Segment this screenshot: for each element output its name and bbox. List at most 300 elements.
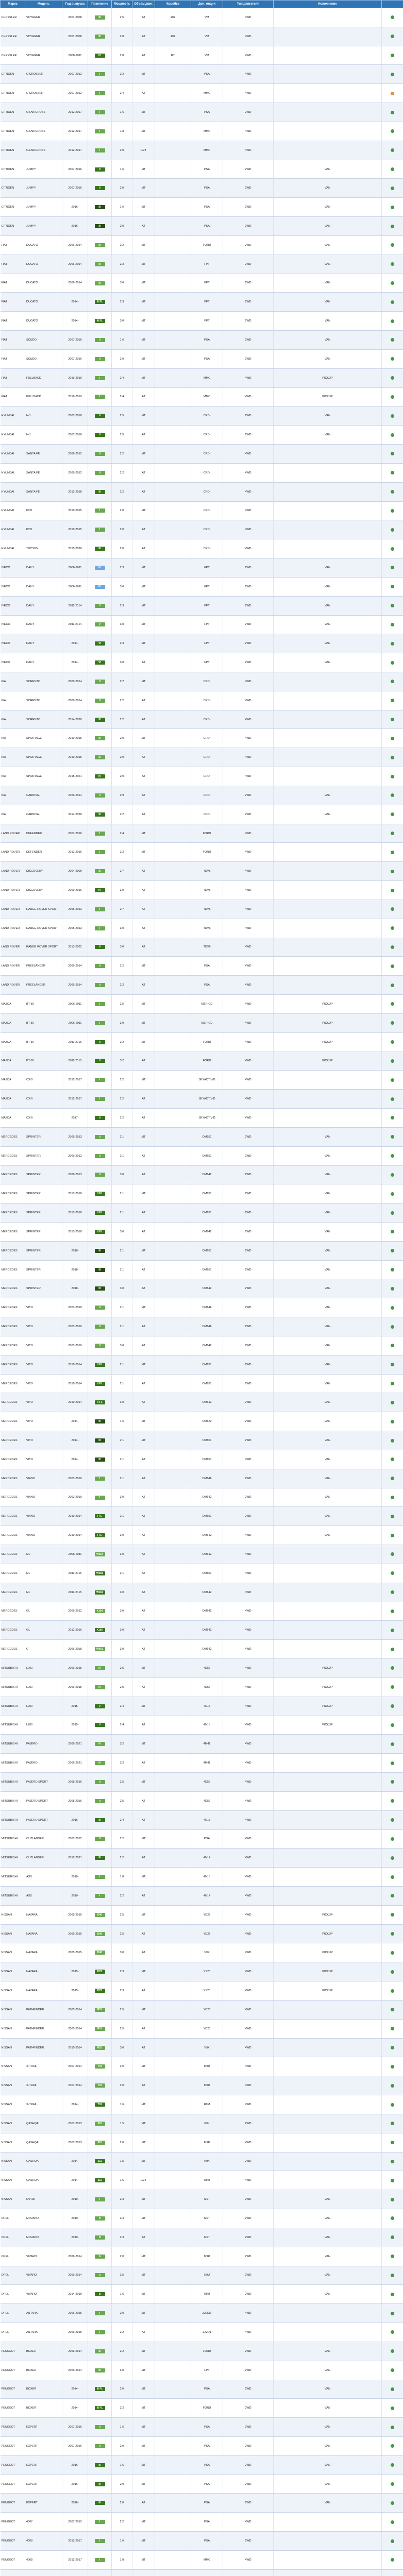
table-row[interactable] <box>1 1829 403 1849</box>
cell-engine: 2WD <box>223 406 274 426</box>
cell-options: FORD <box>191 824 223 843</box>
cell-year: 2005-2011 <box>62 1545 88 1564</box>
cell-options: Z20DM <box>191 2304 223 2323</box>
cell-gen <box>88 312 112 331</box>
cell-options: M9T <box>191 2190 223 2209</box>
cell-model: H-1 <box>25 406 62 426</box>
cell-model: SPRINTER <box>25 1165 62 1184</box>
table-row[interactable] <box>1 2190 403 2209</box>
cell-model: SPRINTER <box>25 1260 62 1279</box>
cell-model: CARNIVAL <box>25 805 62 824</box>
cell-year: 2007-2016 <box>62 824 88 843</box>
cell-year: 2012-2017 <box>62 1071 88 1090</box>
cell-power: 2.1 <box>112 1146 132 1165</box>
table-row[interactable] <box>1 122 403 141</box>
status-dot-icon <box>391 92 394 95</box>
cell-engine: 2WD <box>223 1279 274 1298</box>
cell-model: L200 <box>25 1659 62 1678</box>
table-row[interactable] <box>1 938 403 957</box>
table-row[interactable] <box>1 900 403 919</box>
cell-year: 2005-2015 <box>62 1905 88 1924</box>
table-row[interactable] <box>1 84 403 103</box>
cell-engine: 4WD <box>223 2513 274 2532</box>
cell-gearbox: RG <box>155 8 191 27</box>
cell-gen <box>88 2475 112 2494</box>
table-row[interactable] <box>1 1564 403 1583</box>
cell-power: 3.0 <box>112 1943 132 1962</box>
table-row[interactable] <box>1 1469 403 1488</box>
cell-year: 2016-2019 <box>62 368 88 387</box>
status-dot-icon <box>391 1021 394 1025</box>
cell-status <box>382 2209 403 2228</box>
table-row[interactable] <box>1 1583 403 1602</box>
table-row[interactable] <box>1 1374 403 1393</box>
table-row[interactable] <box>1 1393 403 1412</box>
table-row[interactable] <box>1 141 403 160</box>
table-row[interactable] <box>1 1279 403 1298</box>
cell-brand: HYUNDAI <box>1 482 25 501</box>
table-row[interactable] <box>1 1716 403 1735</box>
table-row[interactable] <box>1 2171 403 2190</box>
cell-gearbox <box>155 862 191 881</box>
cell-gen <box>88 1791 112 1810</box>
cell-engine: 2WD <box>223 1488 274 1507</box>
table-row[interactable] <box>1 1052 403 1071</box>
cell-power: 2.2 <box>112 843 132 862</box>
generation-badge: I <box>95 72 105 76</box>
cell-year: 2006-2011 <box>62 558 88 578</box>
cell-year: 2014- <box>62 293 88 312</box>
table-row[interactable] <box>1 65 403 84</box>
table-row[interactable] <box>1 27 403 46</box>
status-dot-icon <box>391 718 394 721</box>
table-row[interactable] <box>1 8 403 27</box>
table-row[interactable] <box>1 2399 403 2418</box>
table-row[interactable] <box>1 2285 403 2304</box>
table-row[interactable] <box>1 312 403 331</box>
cell-gen <box>88 900 112 919</box>
cell-gen <box>88 46 112 65</box>
cell-year: 2008-2016 <box>62 1791 88 1810</box>
table-row[interactable] <box>1 1602 403 1621</box>
table-row[interactable] <box>1 2494 403 2513</box>
cell-year: 2006-2014 <box>62 2247 88 2266</box>
table-row[interactable] <box>1 1223 403 1242</box>
cell-body <box>274 2171 382 2190</box>
table-row[interactable] <box>1 691 403 710</box>
table-row[interactable] <box>1 1260 403 1279</box>
table-row[interactable] <box>1 2380 403 2399</box>
cell-power: 2.5 <box>112 1924 132 1943</box>
table-row[interactable] <box>1 2532 403 2551</box>
column-header-volume[interactable]: Объём двиг. <box>132 1 155 8</box>
cell-engine: 4WD <box>223 1810 274 1829</box>
table-row[interactable] <box>1 1241 403 1260</box>
status-dot-icon <box>391 433 394 437</box>
cell-body: PICKUP <box>274 1032 382 1052</box>
cell-year: 2011-2014 <box>62 596 88 615</box>
table-row[interactable] <box>1 2209 403 2228</box>
table-row[interactable] <box>1 786 403 805</box>
table-row[interactable] <box>1 2455 403 2475</box>
table-row[interactable] <box>1 2095 403 2114</box>
cell-brand: CITROEN <box>1 122 25 141</box>
cell-body <box>274 1829 382 1849</box>
table-row[interactable] <box>1 957 403 976</box>
table-row[interactable] <box>1 1146 403 1165</box>
cell-model: SPORTAGE <box>25 748 62 767</box>
cell-body: VAN <box>274 2475 382 2494</box>
table-row[interactable] <box>1 2228 403 2247</box>
generation-badge: I <box>95 907 105 911</box>
cell-gearbox <box>155 1109 191 1128</box>
table-row[interactable] <box>1 577 403 596</box>
cell-gen <box>88 843 112 862</box>
table-row[interactable] <box>1 2133 403 2152</box>
cell-options: FPT <box>191 274 223 293</box>
table-row[interactable] <box>1 1905 403 1924</box>
table-row[interactable] <box>1 1697 403 1716</box>
table-row[interactable] <box>1 2152 403 2171</box>
table-row[interactable] <box>1 1962 403 1981</box>
table-row[interactable] <box>1 558 403 578</box>
table-row[interactable] <box>1 2323 403 2342</box>
cell-model: VITO <box>25 1374 62 1393</box>
table-row[interactable] <box>1 1791 403 1810</box>
cell-year: 2014-2019 <box>62 2285 88 2304</box>
table-row[interactable] <box>1 2569 403 2576</box>
column-header-model[interactable]: Модель <box>25 1 62 8</box>
table-row[interactable] <box>1 2000 403 2019</box>
table-row[interactable] <box>1 2437 403 2456</box>
table-row[interactable] <box>1 1071 403 1090</box>
table-row[interactable] <box>1 217 403 236</box>
table-row[interactable] <box>1 2513 403 2532</box>
status-dot-icon <box>391 984 394 987</box>
table-row[interactable] <box>1 445 403 464</box>
cell-model: DEFENDER <box>25 843 62 862</box>
table-row[interactable] <box>1 2247 403 2266</box>
table-row[interactable] <box>1 1981 403 2001</box>
generation-badge: IV <box>95 1761 105 1765</box>
table-row[interactable] <box>1 748 403 767</box>
cell-volume: MT <box>132 577 155 596</box>
table-row[interactable] <box>1 387 403 406</box>
table-row[interactable] <box>1 1317 403 1336</box>
cell-model: DAILY <box>25 596 62 615</box>
table-row[interactable] <box>1 1659 403 1678</box>
cell-year: 2003-2010 <box>62 1336 88 1355</box>
cell-gen <box>88 2550 112 2569</box>
cell-volume: MT <box>132 615 155 634</box>
cell-brand: IVECO <box>1 615 25 634</box>
table-row[interactable] <box>1 2019 403 2038</box>
cell-volume: MT <box>132 2418 155 2437</box>
table-row[interactable] <box>1 1165 403 1184</box>
table-row[interactable] <box>1 995 403 1014</box>
table-row[interactable] <box>1 1412 403 1431</box>
cell-year: 2013-2018 <box>62 1223 88 1242</box>
table-row[interactable] <box>1 255 403 274</box>
table-row[interactable] <box>1 501 403 520</box>
cell-year: 2016- <box>62 217 88 236</box>
cell-volume: MT <box>132 1697 155 1716</box>
table-row[interactable] <box>1 881 403 900</box>
generation-badge: A <box>95 2273 105 2277</box>
table-row[interactable] <box>1 46 403 65</box>
cell-volume: MT <box>132 1659 155 1678</box>
table-row[interactable] <box>1 805 403 824</box>
cell-gen <box>88 957 112 976</box>
table-row[interactable] <box>1 274 403 293</box>
table-row[interactable] <box>1 615 403 634</box>
cell-power: 1.8 <box>112 2550 132 2569</box>
cell-status <box>382 748 403 767</box>
cell-brand: PEUGEOT <box>1 2418 25 2437</box>
generation-badge: I <box>95 1021 105 1025</box>
cell-options: PSA <box>191 217 223 236</box>
table-row[interactable] <box>1 1109 403 1128</box>
table-row[interactable] <box>1 1032 403 1052</box>
cell-model: EXPERT <box>25 2437 62 2456</box>
table-row[interactable] <box>1 1526 403 1545</box>
table-row[interactable] <box>1 2475 403 2494</box>
cell-status <box>382 1241 403 1260</box>
cell-status <box>382 1336 403 1355</box>
cell-power: 1.8 <box>112 122 132 141</box>
cell-body: VAN <box>274 1431 382 1450</box>
table-row[interactable] <box>1 2038 403 2057</box>
column-header-gearbox[interactable]: Коробка <box>155 1 191 8</box>
cell-brand: MITSUBISHI <box>1 1773 25 1792</box>
table-row[interactable] <box>1 1450 403 1469</box>
cell-body: PICKUP <box>274 368 382 387</box>
cell-options: M9T <box>191 2228 223 2247</box>
cell-engine: 4WD <box>223 141 274 160</box>
table-row[interactable] <box>1 1507 403 1526</box>
cell-volume: MT <box>132 2285 155 2304</box>
table-row[interactable] <box>1 729 403 748</box>
cell-body: VAN <box>274 2494 382 2513</box>
table-row[interactable] <box>1 1298 403 1317</box>
column-header-power[interactable]: Мощность <box>112 1 132 8</box>
table-row[interactable] <box>1 1184 403 1204</box>
table-row[interactable] <box>1 862 403 881</box>
status-dot-icon <box>391 2312 394 2315</box>
table-row[interactable] <box>1 596 403 615</box>
cell-body <box>274 2133 382 2152</box>
table-row[interactable] <box>1 331 403 350</box>
cell-engine: 2WD <box>223 1469 274 1488</box>
table-row[interactable] <box>1 1924 403 1943</box>
table-row[interactable] <box>1 843 403 862</box>
cell-gen <box>88 2304 112 2323</box>
table-row[interactable] <box>1 406 403 426</box>
cell-power: 2.1 <box>112 1507 132 1526</box>
table-row[interactable] <box>1 426 403 445</box>
table-row[interactable] <box>1 1090 403 1109</box>
table-row[interactable] <box>1 1013 403 1032</box>
cell-gearbox <box>155 710 191 729</box>
table-row[interactable] <box>1 2057 403 2076</box>
cell-engine: 4WD <box>223 387 274 406</box>
table-row[interactable] <box>1 976 403 995</box>
cell-model: DAILY <box>25 615 62 634</box>
table-row[interactable] <box>1 1773 403 1792</box>
table-row[interactable] <box>1 1849 403 1868</box>
cell-body <box>274 919 382 938</box>
table-row[interactable] <box>1 103 403 122</box>
cell-body: PICKUP <box>274 1677 382 1697</box>
cell-engine: 4WD <box>223 1640 274 1659</box>
cell-brand: NISSAN <box>1 1981 25 2001</box>
cell-body <box>274 141 382 160</box>
cell-gearbox <box>155 482 191 501</box>
table-row[interactable] <box>1 1127 403 1146</box>
cell-volume: MT <box>132 2532 155 2551</box>
table-row[interactable] <box>1 1677 403 1697</box>
table-row[interactable] <box>1 919 403 938</box>
table-row[interactable] <box>1 2304 403 2323</box>
table-row[interactable] <box>1 634 403 653</box>
cell-model: 4007 <box>25 2513 62 2532</box>
table-row[interactable] <box>1 1355 403 1374</box>
table-row[interactable] <box>1 2342 403 2361</box>
table-row[interactable] <box>1 767 403 786</box>
column-header-body[interactable]: Исполнение <box>274 1 382 8</box>
cell-engine: 2WD <box>223 1127 274 1146</box>
cell-options <box>191 2569 223 2576</box>
table-row[interactable] <box>1 1754 403 1773</box>
cell-gearbox <box>155 919 191 938</box>
cell-model: NAVARA <box>25 1962 62 1981</box>
table-row[interactable] <box>1 1640 403 1659</box>
table-row[interactable] <box>1 1810 403 1829</box>
cell-gen <box>88 235 112 255</box>
table-row[interactable] <box>1 1735 403 1754</box>
table-row[interactable] <box>1 2266 403 2285</box>
table-row[interactable] <box>1 160 403 179</box>
cell-year: 2009-2016 <box>62 881 88 900</box>
table-row[interactable] <box>1 824 403 843</box>
cell-status <box>382 2133 403 2152</box>
table-row[interactable] <box>1 463 403 482</box>
column-header-generation[interactable]: Поколение <box>88 1 112 8</box>
cell-brand: NISSAN <box>1 2171 25 2190</box>
column-header-engine[interactable]: Тип двигателя <box>223 1 274 8</box>
table-row[interactable] <box>1 1336 403 1355</box>
column-header-year[interactable]: Год выпуска <box>62 1 88 8</box>
cell-brand: MERCEDES <box>1 1602 25 1621</box>
cell-year: 2010-2015 <box>62 520 88 539</box>
table-row[interactable] <box>1 2550 403 2569</box>
column-header-options[interactable]: Доп. опции <box>191 1 223 8</box>
cell-volume: AT <box>132 2228 155 2247</box>
cell-power: 2.0 <box>112 349 132 368</box>
cell-status <box>382 2475 403 2494</box>
table-row[interactable] <box>1 710 403 729</box>
cell-year: 2006-2018 <box>62 1640 88 1659</box>
cell-status <box>382 217 403 236</box>
table-row[interactable] <box>1 179 403 198</box>
table-row[interactable] <box>1 349 403 368</box>
cell-power: 1.6 <box>112 2285 132 2304</box>
cell-options: MMC <box>191 2550 223 2569</box>
table-row[interactable] <box>1 2076 403 2095</box>
table-row[interactable] <box>1 293 403 312</box>
column-header-brand[interactable]: Марка <box>1 1 25 8</box>
cell-options: OM651 <box>191 1260 223 1279</box>
generation-badge: I <box>95 2558 105 2562</box>
table-row[interactable] <box>1 653 403 672</box>
cell-status <box>382 387 403 406</box>
table-row[interactable] <box>1 2114 403 2133</box>
table-row[interactable] <box>1 520 403 539</box>
table-row[interactable] <box>1 1943 403 1962</box>
cell-brand: MERCEDES <box>1 1526 25 1545</box>
generation-badge: II <box>95 1837 105 1841</box>
table-row[interactable] <box>1 1204 403 1223</box>
table-row[interactable] <box>1 672 403 691</box>
cell-options: PSA <box>191 2494 223 2513</box>
table-row[interactable] <box>1 1431 403 1450</box>
cell-status <box>382 2550 403 2569</box>
table-row[interactable] <box>1 1621 403 1640</box>
cell-engine: 4WD <box>223 445 274 464</box>
cell-body <box>274 463 382 482</box>
cell-options: PSA <box>191 2455 223 2475</box>
status-dot-icon <box>391 2103 394 2107</box>
cell-year: 2005-2014 <box>62 2019 88 2038</box>
cell-engine: 4WD <box>223 1564 274 1583</box>
cell-model: TUCSON <box>25 539 62 558</box>
table-row[interactable] <box>1 1886 403 1905</box>
cell-volume: MT <box>132 995 155 1014</box>
cell-volume: MT <box>132 2399 155 2418</box>
cell-power: 2.2 <box>112 957 132 976</box>
cell-gen <box>88 1716 112 1735</box>
table-row[interactable] <box>1 539 403 558</box>
generation-badge: W166 <box>95 1590 105 1595</box>
table-row[interactable] <box>1 235 403 255</box>
cell-year: 2007-2016 <box>62 2418 88 2437</box>
cell-gearbox <box>155 2550 191 2569</box>
table-row[interactable] <box>1 2418 403 2437</box>
table-row[interactable] <box>1 2361 403 2380</box>
cell-model: X-TRAIL <box>25 2095 62 2114</box>
cell-engine: 2WD <box>223 103 274 122</box>
cell-status <box>382 862 403 881</box>
table-row[interactable] <box>1 1488 403 1507</box>
cell-options: MMC <box>191 368 223 387</box>
column-header-status <box>382 1 403 8</box>
table-row[interactable] <box>1 1868 403 1887</box>
table-row[interactable] <box>1 1545 403 1564</box>
cell-brand: PEUGEOT <box>1 2550 25 2569</box>
cell-gen <box>88 2285 112 2304</box>
cell-engine: 4WD <box>223 1090 274 1109</box>
cell-options: FPT <box>191 615 223 634</box>
cell-year: 2011-2015 <box>62 1032 88 1052</box>
cell-engine: 4WD <box>223 1773 274 1792</box>
table-row[interactable] <box>1 368 403 387</box>
cell-gearbox <box>155 1526 191 1545</box>
cell-gearbox <box>155 463 191 482</box>
table-row[interactable] <box>1 198 403 217</box>
table-row[interactable] <box>1 482 403 501</box>
cell-engine: 4WD <box>223 843 274 862</box>
cell-gen <box>88 2038 112 2057</box>
